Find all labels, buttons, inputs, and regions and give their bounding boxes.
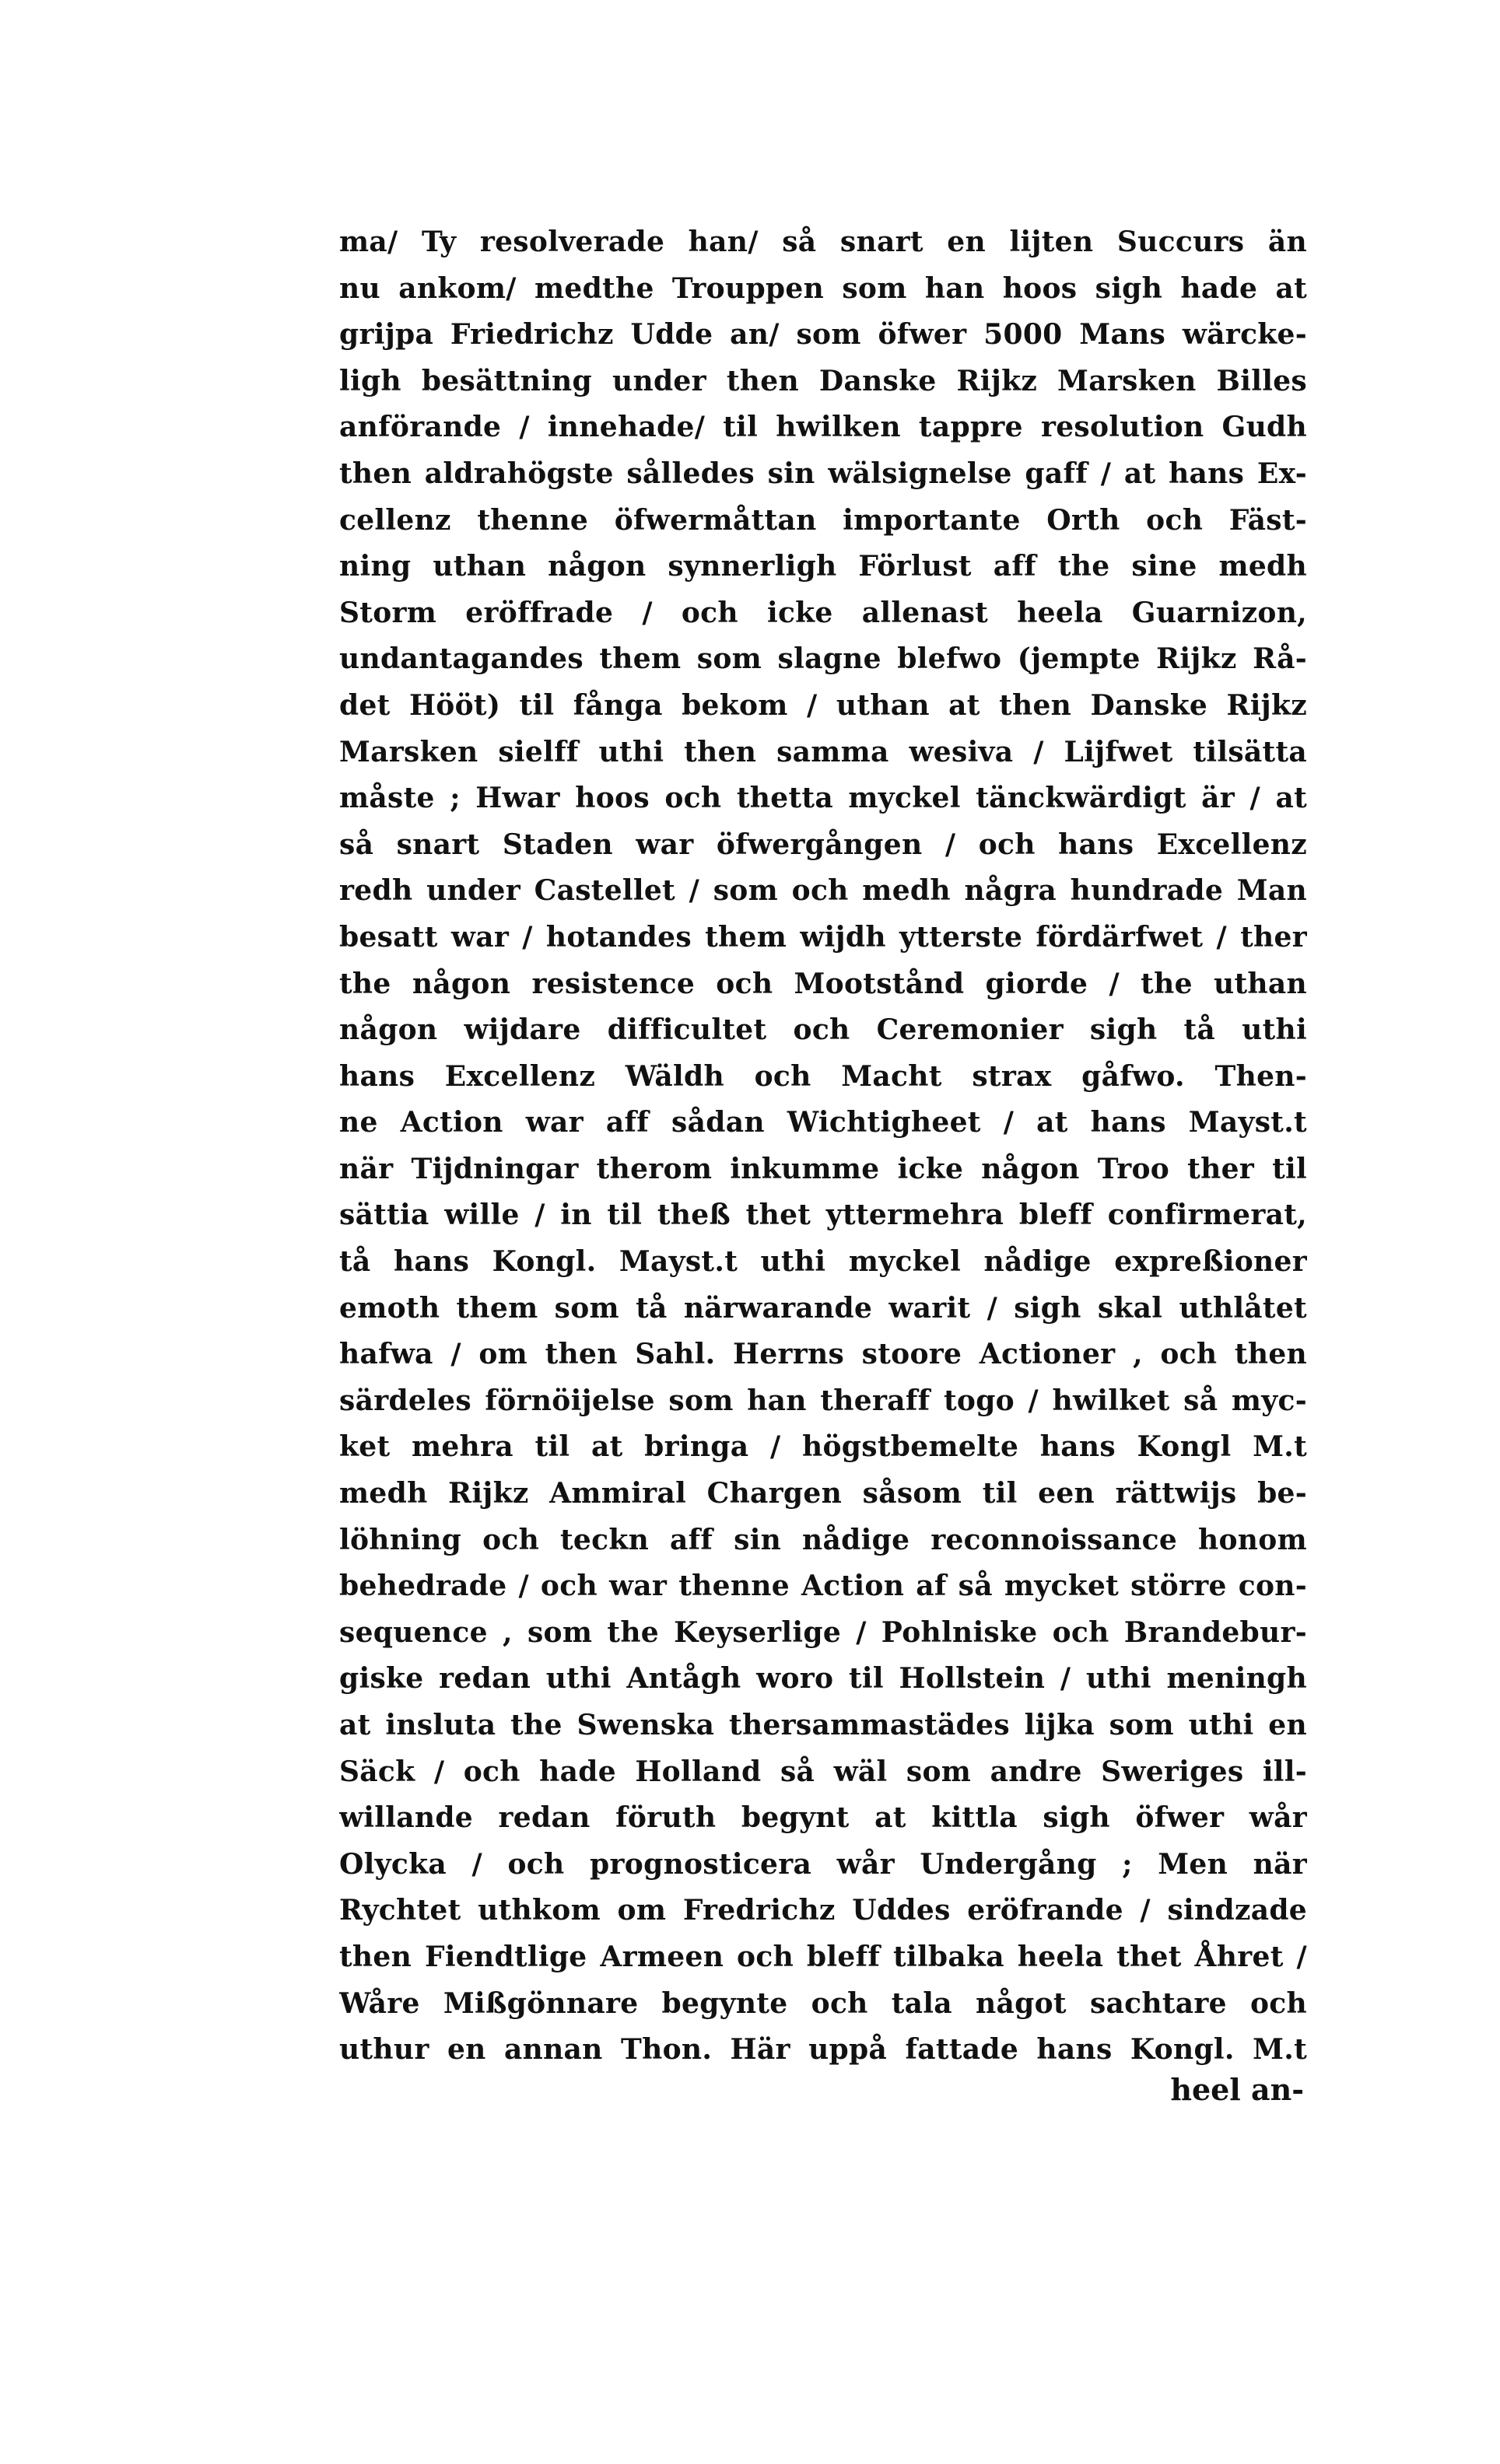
text-line: Rychtet uthkom om Fredrichz Uddes eröfrande / sindzade bbox=[339, 1894, 1307, 1927]
text-line: Marsken sielff uthi then samma wesiva / Lijfwet tilsätta bbox=[339, 735, 1307, 768]
text-line: hans Excellenz Wäldh och Macht strax gåfwo. Then- bbox=[339, 1059, 1307, 1093]
text-line: Olycka / och prognosticera wår Undergång ; Men när bbox=[339, 1847, 1307, 1881]
text-line: the någon resistence och Mootstånd giorde / the uthan bbox=[339, 967, 1307, 1000]
text-line: måste ; Hwar hoos och thetta myckel tänckwärdigt är / at bbox=[339, 782, 1307, 815]
text-line: sequence , som the Keyserlige / Pohlniske och Brandebur- bbox=[339, 1615, 1307, 1649]
text-line: särdeles förnöijelse som han theraff togo / hwilket så myc- bbox=[339, 1384, 1307, 1417]
text-line: anförande / innehade/ til hwilken tappre resolution Gudh bbox=[339, 411, 1307, 444]
text-line: löhning och teckn aff sin nådige reconnoissance honom bbox=[339, 1523, 1307, 1556]
text-line: ligh besättning under then Danske Rijkz Marsken Billes bbox=[339, 364, 1307, 397]
text-line: när Tijdningar therom inkumme icke någon Troo ther til bbox=[339, 1152, 1307, 1185]
text-line: undantagandes them som slagne blefwo (jempte Rijkz Rå- bbox=[339, 642, 1307, 676]
text-line: ning uthan någon synnerligh Förlust aff the sine medh bbox=[339, 550, 1307, 583]
text-line: så snart Staden war öfwergången / och hans Excellenz bbox=[339, 828, 1307, 861]
text-line: nu ankom/ medthe Trouppen som han hoos sigh hade at bbox=[339, 271, 1307, 305]
text-line: ma/ Ty resolverade han/ så snart en lijten Succurs än bbox=[339, 226, 1307, 258]
text-line: willande redan föruth begynt at kittla sigh öfwer wår bbox=[339, 1801, 1307, 1835]
text-line: medh Rijkz Ammiral Chargen såsom til een rättwijs be- bbox=[339, 1477, 1307, 1510]
text-line: ne Action war aff sådan Wichtigheet / at hans Mayst.t bbox=[339, 1106, 1307, 1139]
text-line: besatt war / hotandes them wijdh ytterste fördärfwet / ther bbox=[339, 920, 1307, 954]
body-text bbox=[339, 219, 1307, 2074]
text-line: sättia wille / in til theß thet yttermehra bleff confirmerat, bbox=[339, 1199, 1307, 1232]
text-line: emoth them som tå närwarande warit / sigh skal uthlåtet bbox=[339, 1291, 1307, 1325]
text-line: then aldrahögste sålledes sin wälsignelse gaff / at hans Ex- bbox=[339, 457, 1307, 490]
text-line: ket mehra til at bringa / högstbemelte hans Kongl M.t bbox=[339, 1430, 1307, 1464]
text-line: then Fiendtlige Armeen och bleff tilbaka heela thet Åhret / bbox=[339, 1940, 1307, 1973]
text-line: giske redan uthi Antågh woro til Hollstein / uthi meningh bbox=[339, 1662, 1307, 1696]
text-line: någon wijdare difficultet och Ceremonier sigh tå uthi bbox=[339, 1013, 1307, 1047]
text-line: grijpa Friedrichz Udde an/ som öfwer 5000 Mans wärcke- bbox=[339, 318, 1307, 352]
text-line: Säck / och hade Holland så wäl som andre Sweriges ill- bbox=[339, 1755, 1307, 1788]
text-line: at insluta the Swenska thersammastädes lijka som uthi en bbox=[339, 1709, 1307, 1741]
text-line: Wåre Mißgönnare begynte och tala något sachtare och bbox=[339, 1986, 1307, 2020]
text-line: behedrade / och war thenne Action af så mycket större con- bbox=[339, 1570, 1307, 1603]
text-line: tå hans Kongl. Mayst.t uthi myckel nådige expreßioner bbox=[339, 1245, 1307, 1279]
catchword: heel an- bbox=[1170, 2072, 1304, 2107]
text-line: uthur en annan Thon. Här uppå fattade hans Kongl. M.t bbox=[339, 2033, 1307, 2067]
text-line: Storm eröffrade / och icke allenast heela Guarnizon, bbox=[339, 596, 1307, 629]
text-line: cellenz thenne öfwermåttan importante Orth och Fäst- bbox=[339, 503, 1307, 537]
text-line: redh under Castellet / som och medh några hundrade Man bbox=[339, 874, 1307, 908]
text-line: det Hööt) til fånga bekom / uthan at then Danske Rijkz bbox=[339, 688, 1307, 722]
text-line: hafwa / om then Sahl. Herrns stoore Actioner , och then bbox=[339, 1338, 1307, 1371]
